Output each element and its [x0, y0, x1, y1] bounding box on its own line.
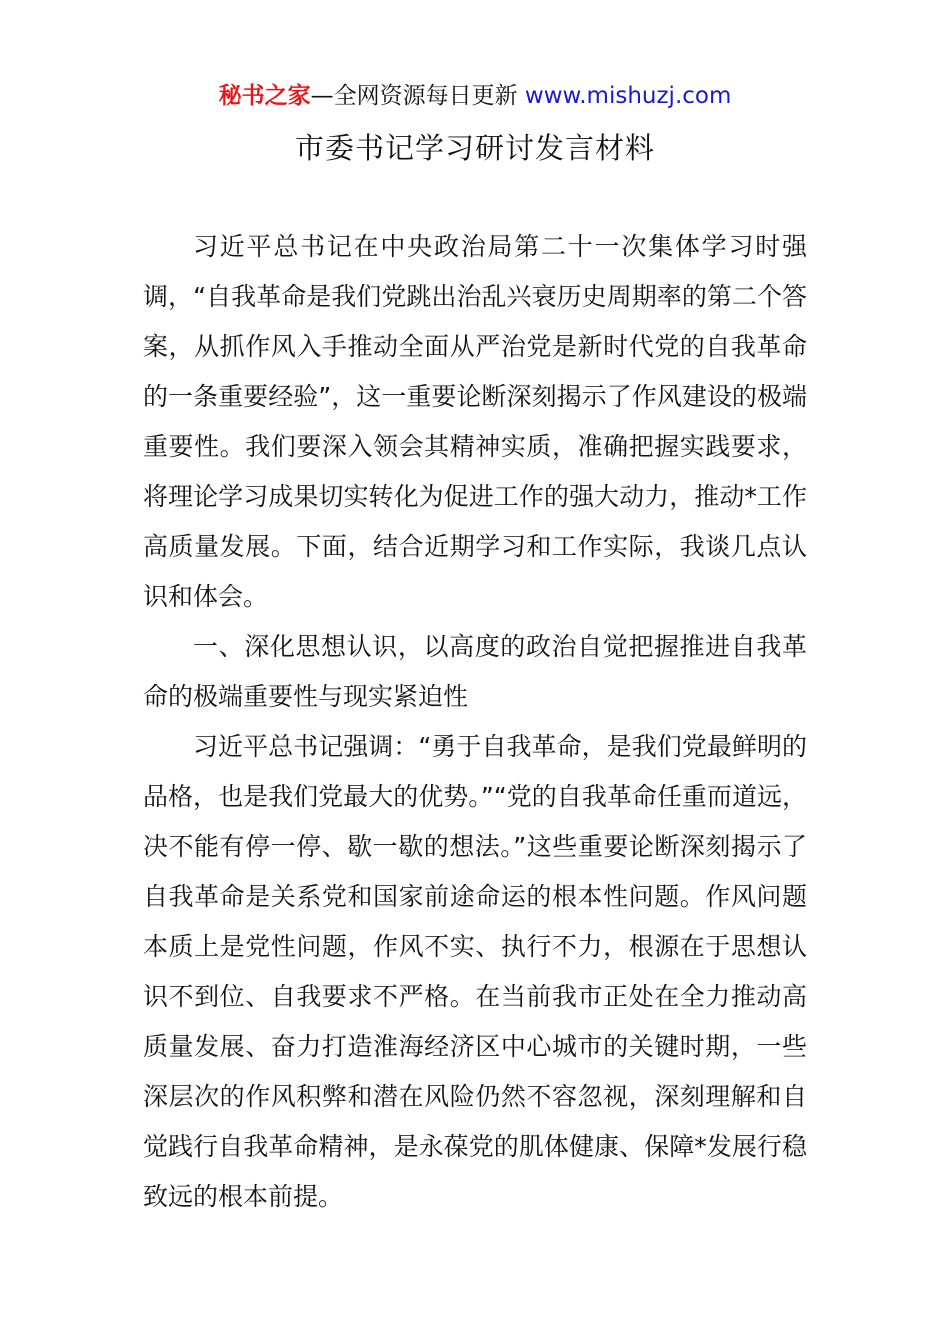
site-header [0, 80, 950, 112]
paragraph-section-1: 习近平总书记强调：“勇于自我革命，是我们党最鲜明的品格，也是我们党最大的优势。”“党的自我革命任重而道远，决不能有停一停、歇一歇的想法。”这些重要论断深刻揭示了自我革命是关系党和国家前途命运的根本性问题。作风问题本质上是党性问题，作风不实、执行不力，根源在于思想认识不到位、自我要求不严格。在当前我市正处在全力推动高质量发展、奋力打造淮海经济区中心城市的关键时期，一些深层次的作风积弊和潜在风险仍然不容忽视，深刻理解和自觉践行自我革命精神，是永葆党的肌体健康、保障*发展行稳致远的根本前提。 [143, 732, 807, 1211]
brand-name: 秘书之家 [218, 83, 311, 109]
site-url[interactable]: www.mishuzj.com [524, 83, 732, 109]
header-slogan: —全网资源每日更新 [310, 83, 525, 109]
paragraph-intro: 习近平总书记在中央政治局第二十一次集体学习时强调，“自我革命是我们党跳出治乱兴衰历史周期率的第二个答案，从抓作风入手推动全面从严治党是新时代党的自我革命的一条重要经验”，这一重要论断深刻揭示了作风建设的极端重要性。我们要深入领会其精神实质，准确把握实践要求，将理论学习成果切实转化为促进工作的强大动力，推动*工作高质量发展。下面，结合近期学习和工作实际，我谈几点认识和体会。 [143, 232, 807, 611]
document-title: 市委书记学习研讨发言材料 [294, 131, 655, 165]
document-body [143, 222, 807, 1222]
section-heading-1: 一、深化思想认识，以高度的政治自觉把握推进自我革命的极端重要性与现实紧迫性 [143, 632, 807, 711]
